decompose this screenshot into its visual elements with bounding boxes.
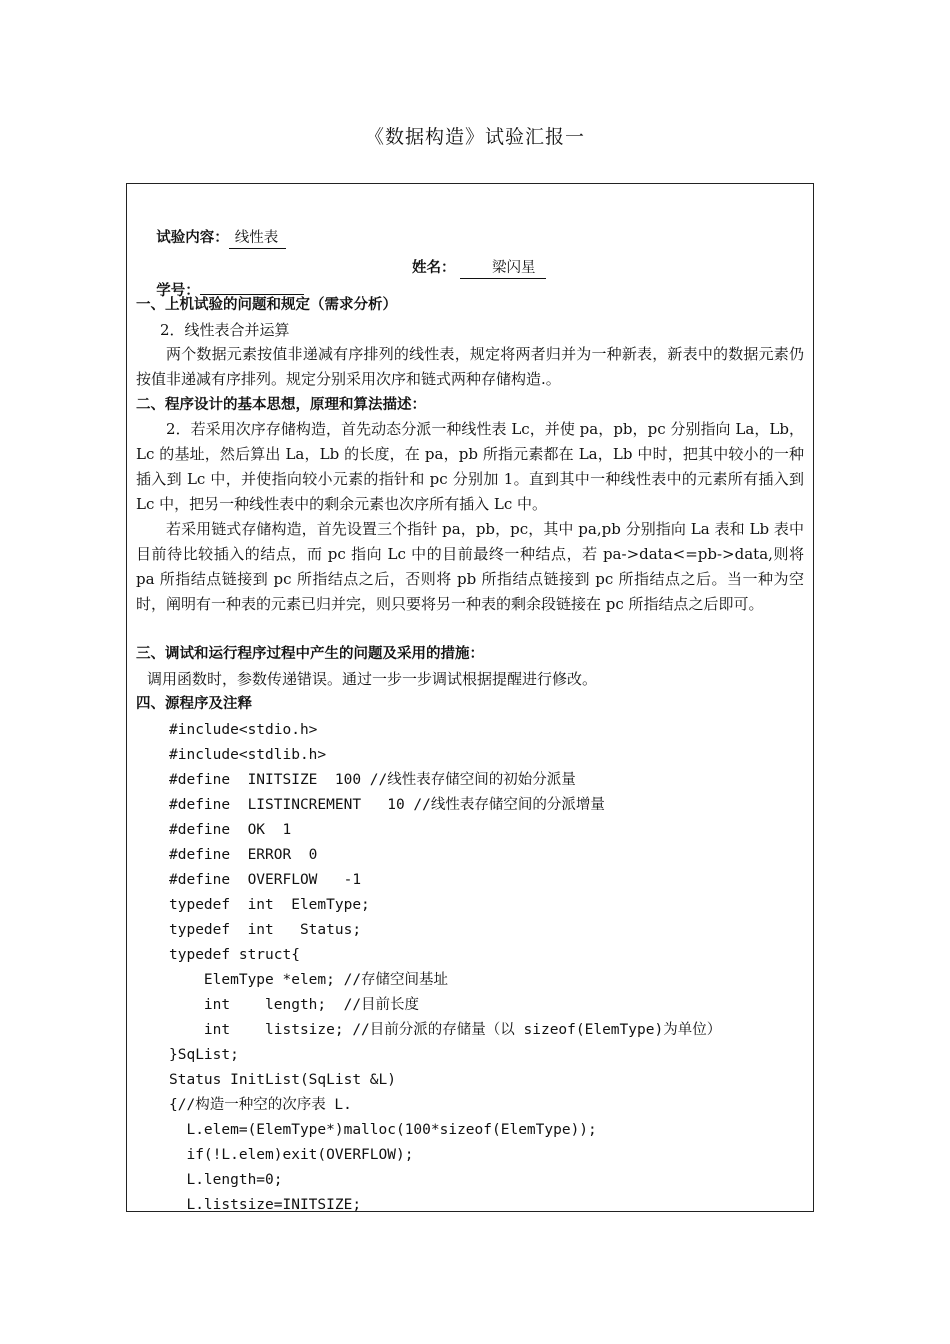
- section-2-title: 二、程序设计的基本思想，原理和算法描述：: [136, 397, 426, 413]
- code-line: typedef int ElemType;: [169, 897, 370, 913]
- code-line: #include<stdio.h>: [169, 722, 318, 738]
- code-line: typedef struct{: [169, 947, 300, 963]
- code-line: L.elem=(ElemType*)malloc(100*sizeof(ElemType));: [169, 1122, 597, 1138]
- code-line: typedef int Status;: [169, 922, 362, 938]
- section-3-text: 调用函数时，参数传递错误。通过一步一步调试根据提醒进行修改。: [147, 670, 598, 688]
- code-line: ElemType *elem; //存储空间基址: [169, 972, 449, 988]
- code-line: #define OK 1: [169, 822, 292, 838]
- content-value: 线性表: [229, 228, 287, 249]
- code-line: {//构造一种空的次序表 L.: [169, 1097, 352, 1113]
- code-line: #define INITSIZE 100 //线性表存储空间的初始分派量: [169, 772, 576, 788]
- code-line: #define ERROR 0: [169, 847, 318, 863]
- code-line: int listsize; //目前分派的存储量（以 sizeof(ElemType)为单位）: [169, 1022, 722, 1038]
- code-line: if(!L.elem)exit(OVERFLOW);: [169, 1147, 414, 1163]
- report-table: [126, 183, 814, 1212]
- page-title: 《数据构造》试验汇报一: [364, 126, 585, 148]
- code-line: #define LISTINCREMENT 10 //线性表存储空间的分派增量: [169, 797, 605, 813]
- code-line: int length; //目前长度: [169, 997, 420, 1013]
- source-code: [169, 718, 721, 1218]
- section-2-paragraph-2: 若采用链式存储构造，首先设置三个指针 pa，pb，pc，其中 pa,pb 分别指向 La 表和 Lb 表中目前待比较插入的结点，而 pc 指向 Lc 中的目前最终一种结点，若 pa->data<=pb->data,则将 pa 所指结点链接到 pc 所指结点之后，否则将 pb 所指结点链接到 pc 所指结点之后。当一种为空时，阐明有一种表的元素已归并完，则只要将另一种表的剩余段链接在 pc 所指结点之后即可。: [136, 520, 804, 613]
- id-label: 学号：: [156, 283, 200, 299]
- section-2-paragraph-1: 2．若采用次序存储构造，首先动态分派一种线性表 Lc，并使 pa，pb，pc 分别指向 La，Lb，Lc 的基址，然后算出 La，Lb 的长度，在 pa，pb 所指元素都在 La，Lb 中时，把其中较小的一种插入到 Lc 中，并使指向较小元素的指针和 pc 分别加 1。直到其中一种线性表中的元素所有插入到 Lc 中，把另一种线性表中的剩余元素也次序所有插入 Lc 中。: [136, 420, 804, 513]
- code-line: }SqList;: [169, 1047, 239, 1063]
- name-value: 梁闪星: [460, 258, 546, 279]
- code-line: L.listsize=INITSIZE;: [169, 1197, 362, 1213]
- content-label: 试验内容：: [156, 230, 229, 246]
- code-line: #define OVERFLOW -1: [169, 872, 362, 888]
- code-line: #include<stdlib.h>: [169, 747, 327, 763]
- code-line: L.length=0;: [169, 1172, 283, 1188]
- section-1-title: 一、上机试验的问题和规定（需求分析）: [136, 297, 397, 313]
- section-4-title: 四、源程序及注释: [136, 696, 252, 712]
- section-1-item: 2．线性表合并运算: [160, 321, 290, 339]
- id-blank: [200, 278, 304, 295]
- section-3-title: 三、调试和运行程序过程中产生的问题及采用的措施：: [136, 646, 484, 662]
- code-line: Status InitList(SqList &L): [169, 1072, 396, 1088]
- name-label: 姓名：: [412, 260, 456, 276]
- section-1-paragraph: 两个数据元素按值非递减有序排列的线性表，规定将两者归并为一种新表，新表中的数据元素仍按值非递减有序排列。规定分别采用次序和链式两种存储构造.。: [136, 345, 804, 388]
